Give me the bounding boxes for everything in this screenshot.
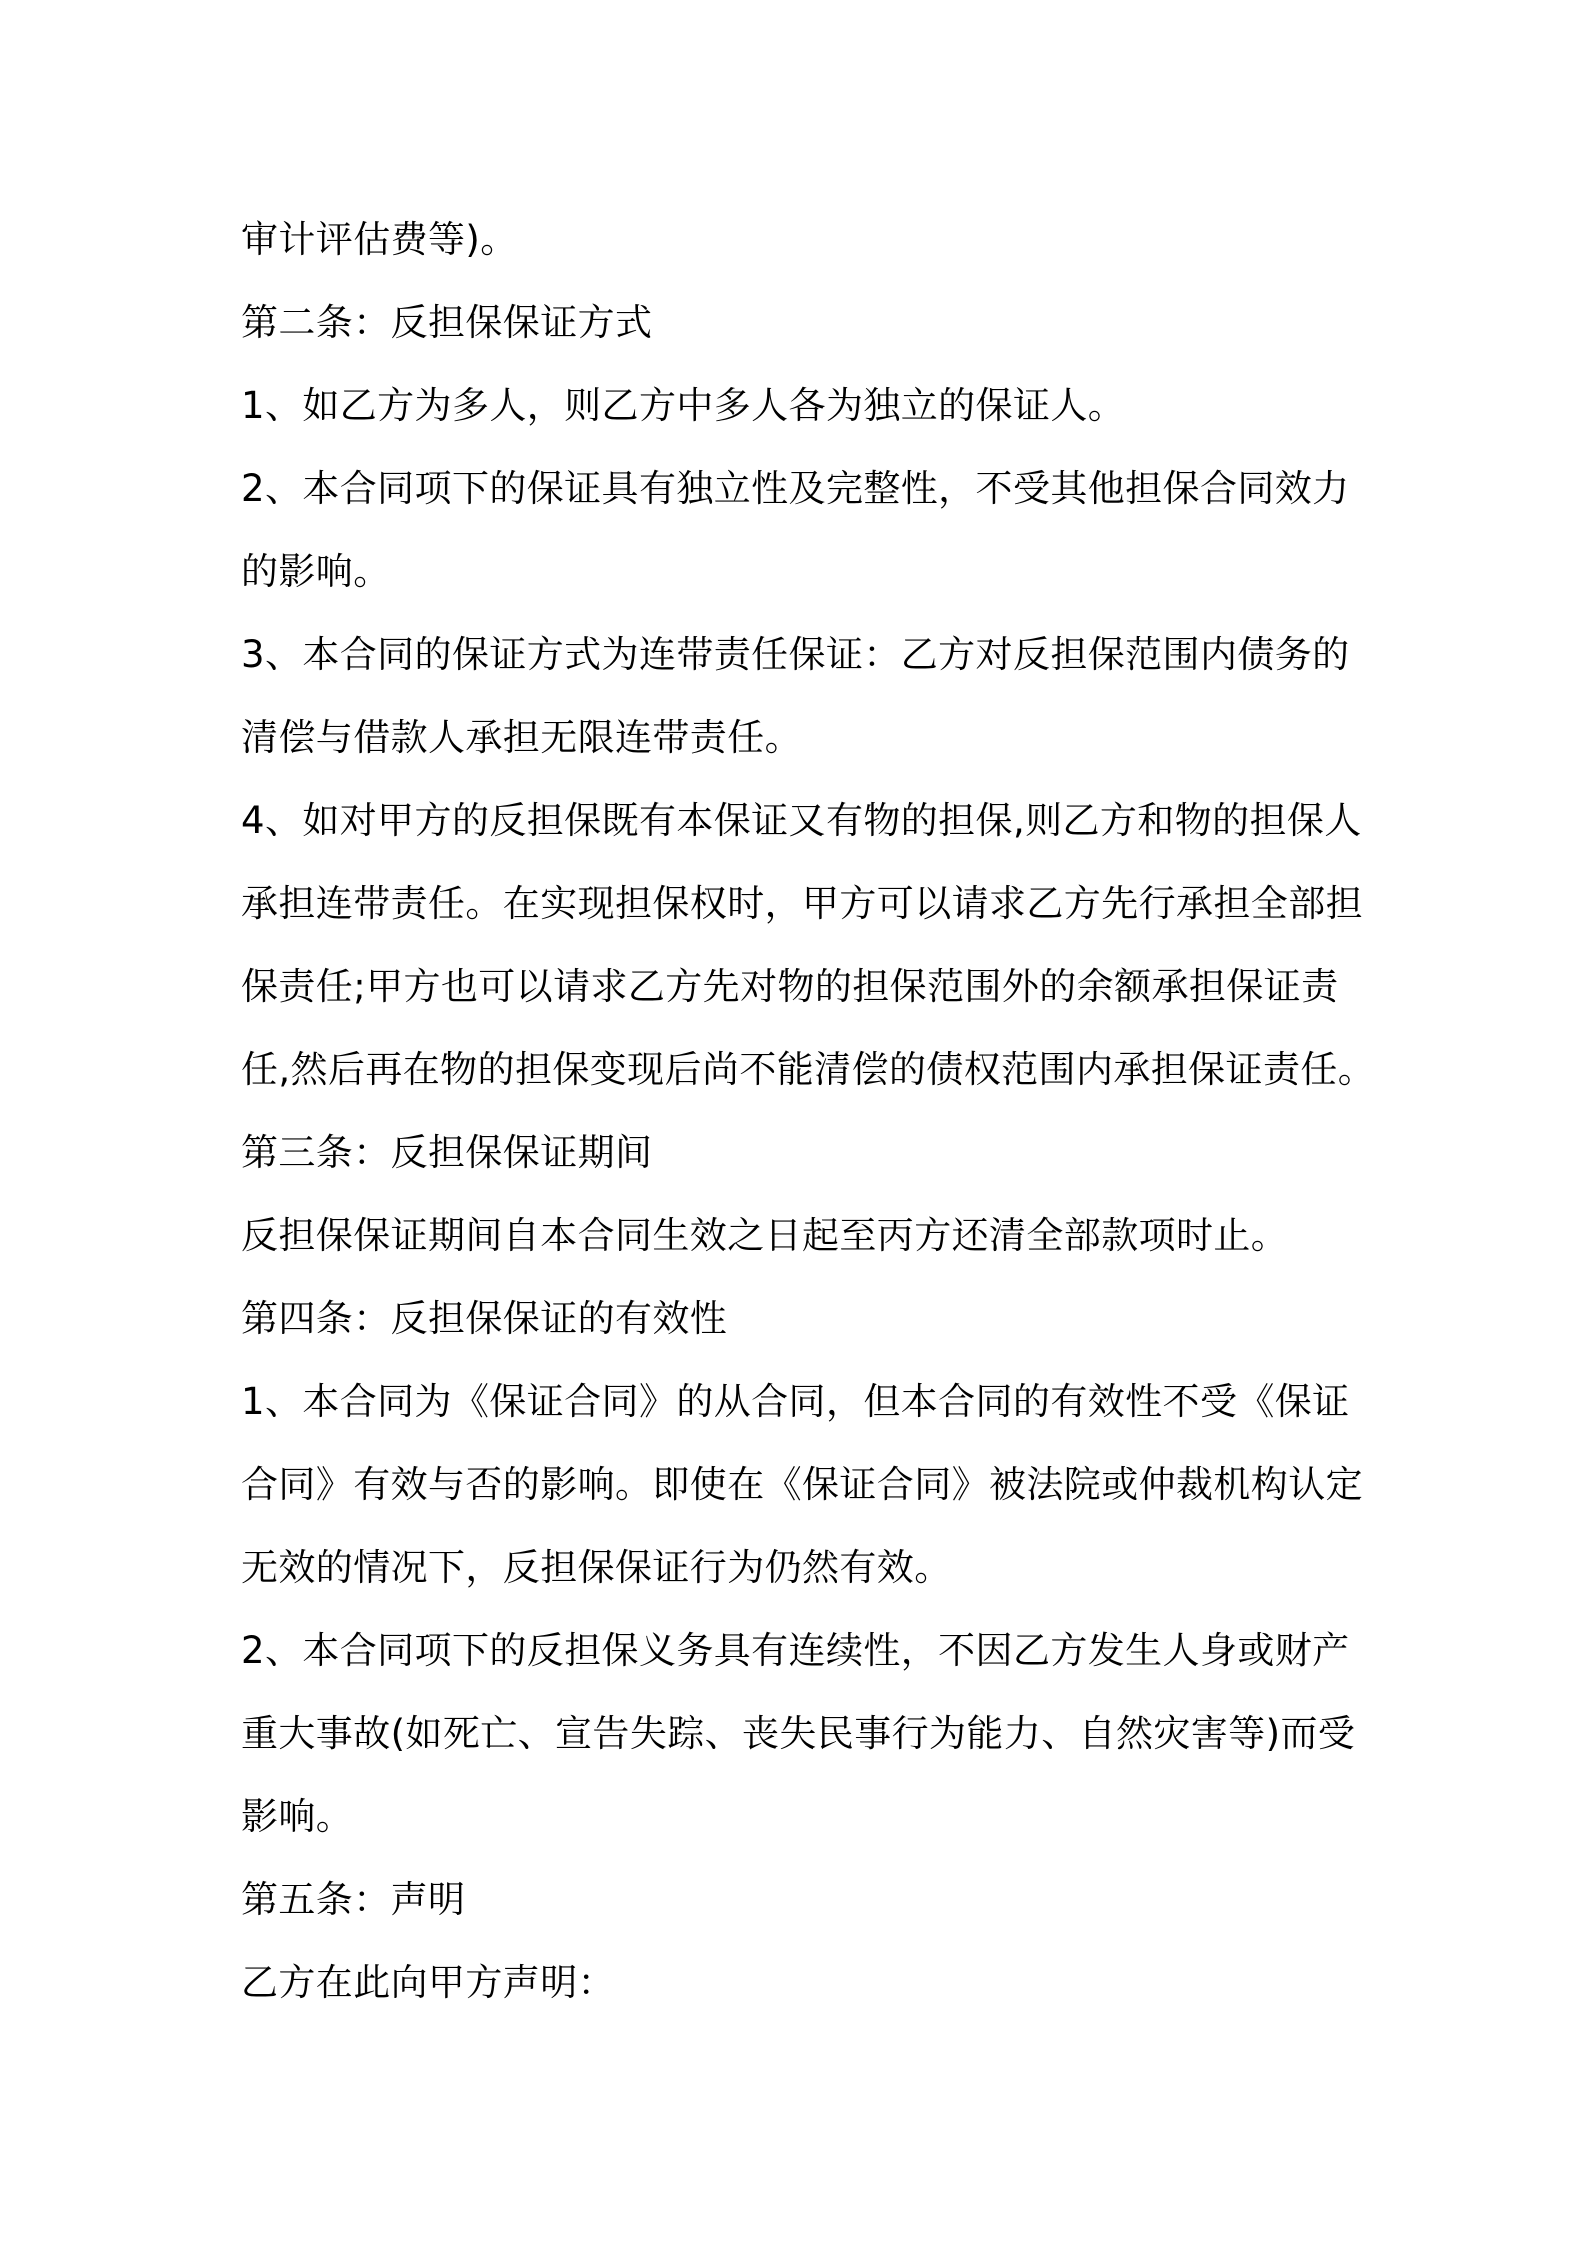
text-line: 2、本合同项下的反担保义务具有连续性，不因乙方发生人身或财产: [241, 1629, 1350, 1672]
text-line: 任,然后再在物的担保变现后尚不能清偿的债权范围内承担保证责任。: [241, 1048, 1376, 1091]
text-line: 2、本合同项下的保证具有独立性及完整性，不受其他担保合同效力: [241, 467, 1350, 510]
text-line: 承担连带责任。在实现担保权时，甲方可以请求乙方先行承担全部担: [241, 882, 1363, 925]
text-line: 保责任;甲方也可以请求乙方先对物的担保范围外的余额承担保证责: [241, 965, 1339, 1008]
section-heading: 第五条：声明: [241, 1878, 466, 1921]
document-body: [241, 198, 1391, 2024]
text-line: 1、本合同为《保证合同》的从合同，但本合同的有效性不受《保证: [241, 1380, 1350, 1423]
text-line: 4、如对甲方的反担保既有本保证又有物的担保,则乙方和物的担保人: [241, 799, 1362, 842]
text-line: 的影响。: [241, 550, 391, 593]
text-line: 反担保保证期间自本合同生效之日起至丙方还清全部款项时止。: [241, 1214, 1289, 1257]
text-line: 无效的情况下，反担保保证行为仍然有效。: [241, 1546, 952, 1589]
text-line: 乙方在此向甲方声明：: [241, 1961, 615, 2004]
section-heading: 第二条：反担保保证方式: [241, 301, 653, 344]
text-line: 审计评估费等)。: [241, 218, 518, 261]
section-heading: 第四条：反担保保证的有效性: [241, 1297, 728, 1340]
text-line: 清偿与借款人承担无限连带责任。: [241, 716, 802, 759]
text-line: 1、如乙方为多人，则乙方中多人各为独立的保证人。: [241, 384, 1126, 427]
text-line: 3、本合同的保证方式为连带责任保证：乙方对反担保范围内债务的: [241, 633, 1350, 676]
text-line: 重大事故(如死亡、宣告失踪、丧失民事行为能力、自然灾害等)而受: [241, 1712, 1356, 1755]
text-line: 影响。: [241, 1795, 354, 1838]
section-heading: 第三条：反担保保证期间: [241, 1131, 653, 1174]
text-line: 合同》有效与否的影响。即使在《保证合同》被法院或仲裁机构认定: [241, 1463, 1363, 1506]
